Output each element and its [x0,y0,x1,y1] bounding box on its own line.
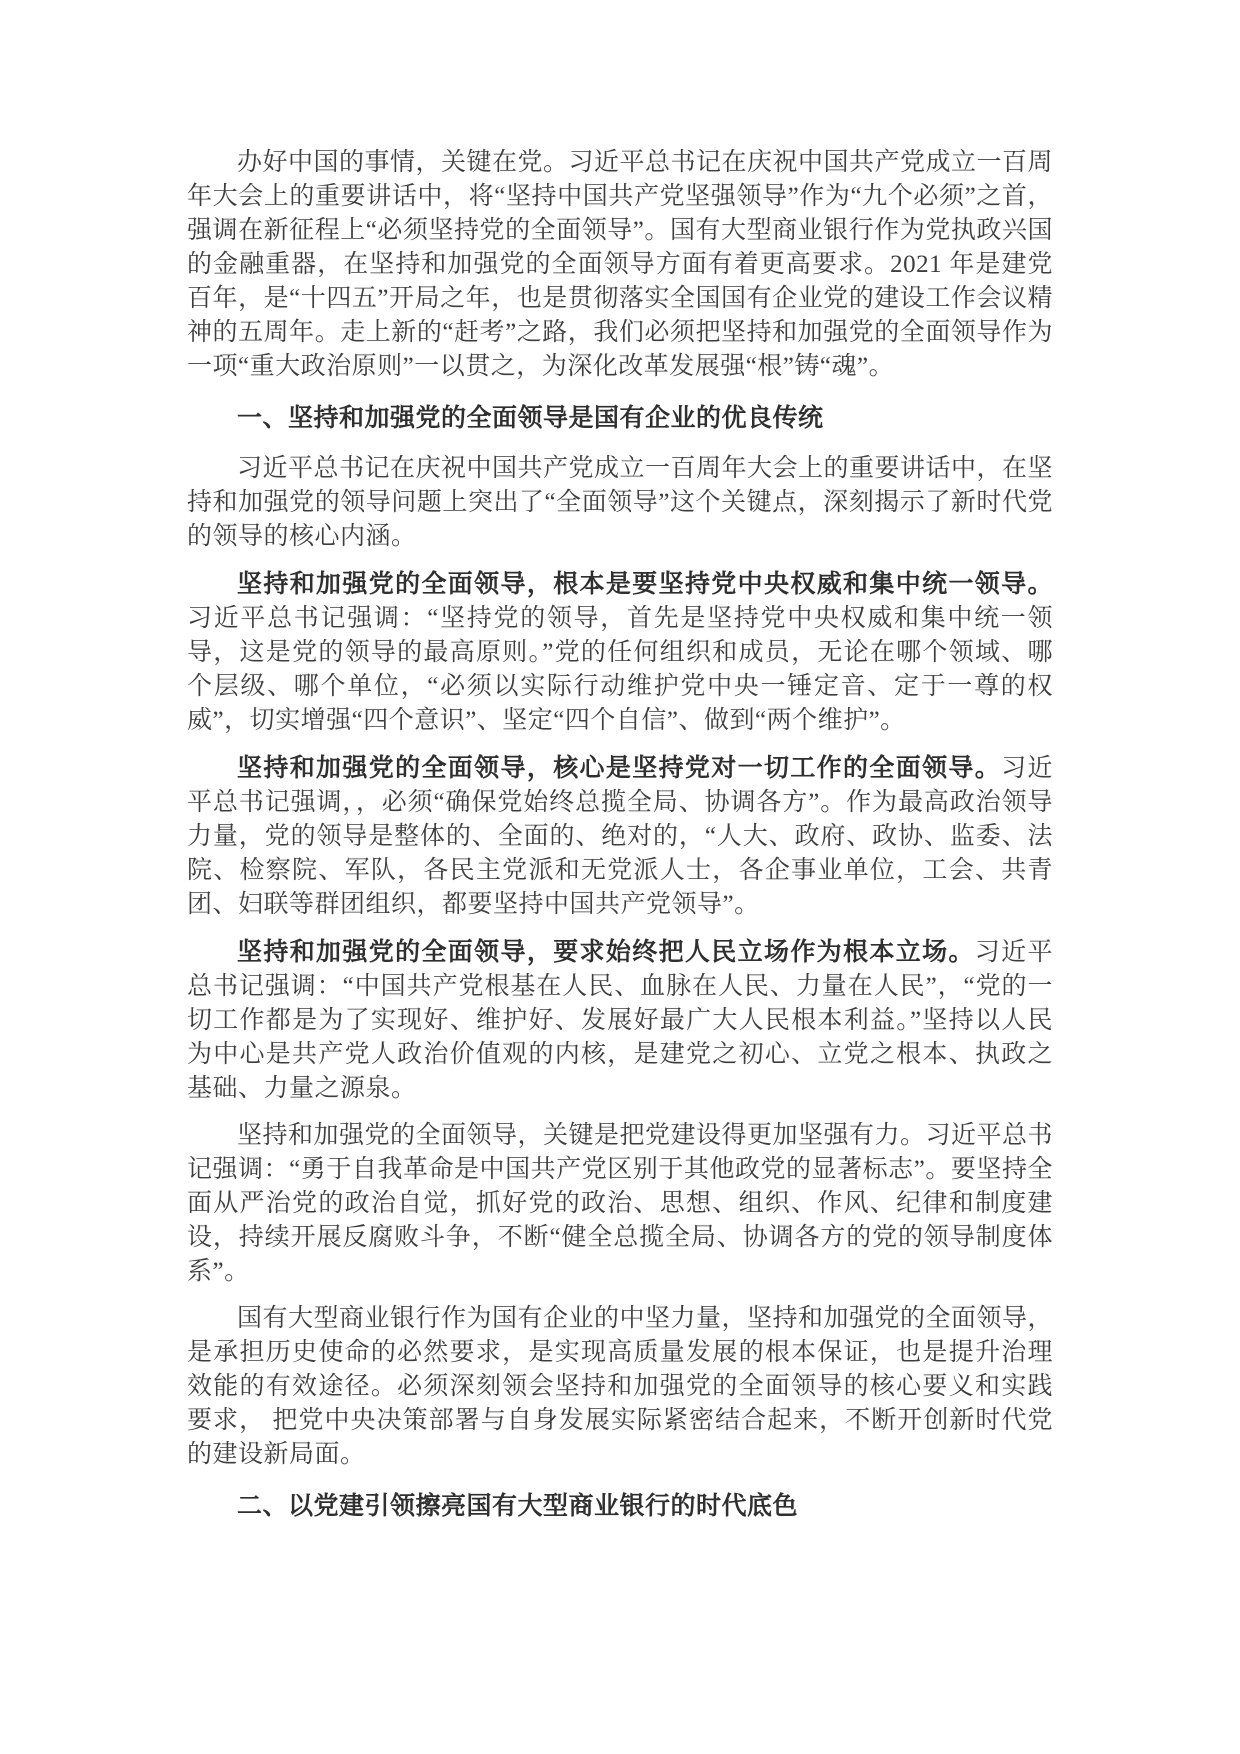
paragraph-text: 习近平总书记强调：“坚持党的领导，首先是坚持党中央权威和集中统一领导，这是党的领导的最高原则。”党的任何组织和成员，无论在哪个领域、哪个层级、哪个单位，“必须以实际行动维护党中央一锤定音、定于一尊的权威”，切实增强“四个意识”、坚定“四个自信”、做到“两个维护”。 [187,605,1053,734]
document-content [187,146,1053,1540]
paragraph-text: 办好中国的事情，关键在党。习近平总书记在庆祝中国共产党成立一百周年大会上的重要讲话中，将“坚持中国共产党坚强领导”作为“九个必须”之首，强调在新征程上“必须坚持党的全面领导”。国有大型商业银行作为党执政兴国的金融重器，在坚持和加强党的全面领导方面有着更高要求。2021 年是建党百年，是“十四五”开局之年，也是贯彻落实全国国有企业党的建设工作会议精神的五周年。走上新的“赶考”之路，我们必须把坚持和加强党的全面领导作为一项“重大政治原则”一以贯之，为深化改革发展强“根”铸“魂”。 [187,149,1054,380]
paragraph-text: 习近平总书记强调：“中国共产党根基在人民、血脉在人民、力量在人民”，“党的一切工作都是为了实现好、维护好、发展好最广大人民根本利益。”坚持以人民为中心是共产党人政治价值观的内核，是建党之初心、立党之根本、执政之基础、力量之源泉。 [187,939,1053,1102]
paragraph-text: 习近平总书记强调，，必须“确保党始终总揽全局、协调各方”。作为最高政治领导力量，党的领导是整体的、全面的、绝对的，“人大、政府、政协、监委、法院、检察院、军队，各民主党派和无党派人士，各企事业单位，工会、共青团、妇联等群团组织，都要坚持中国共产党领导”。 [187,755,1053,918]
paragraph-text: 习近平总书记在庆祝中国共产党成立一百周年大会上的重要讲话中，在坚持和加强党的领导问题上突出了“全面领导”这个关键点，深刻揭示了新时代党的领导的核心内涵。 [187,455,1054,550]
paragraph-text: 坚持和加强党的全面领导，关键是把党建设得更加坚强有力。习近平总书记强调：“勇于自我革命是中国共产党区别于其他政党的显著标志”。要坚持全面从严治党的政治自觉，抓好党的政治、思想、组织、作风、纪律和制度建设，持续开展反腐败斗争，不断“健全总揽全局、协调各方的党的领导制度体系”。 [187,1122,1054,1285]
body-paragraph [187,567,1053,738]
body-paragraph [187,935,1053,1106]
body-paragraph [187,146,1053,384]
section-heading-text: 一、坚持和加强党的全面领导是国有企业的优良传统 [237,404,824,432]
paragraph-bold-lead: 坚持和加强党的全面领导，要求始终把人民立场作为根本立场。 [237,938,975,966]
body-paragraph [187,1119,1053,1289]
body-paragraph [187,452,1053,554]
section-heading [187,401,1053,435]
body-paragraph [187,1302,1053,1472]
section-heading [187,1489,1053,1523]
paragraph-bold-lead: 坚持和加强党的全面领导，核心是坚持党对一切工作的全面领导。 [237,754,1002,782]
body-paragraph [187,751,1053,922]
paragraph-bold-lead: 坚持和加强党的全面领导，根本是要坚持党中央权威和集中统一领导。 [237,570,1053,598]
section-heading-text: 二、以党建引领擦亮国有大型商业银行的时代底色 [237,1492,799,1520]
paragraph-text: 国有大型商业银行作为国有企业的中坚力量，坚持和加强党的全面领导，是承担历史使命的必然要求，是实现高质量发展的根本保证，也是提升治理效能的有效途径。必须深刻领会坚持和加强党的全面领导的核心要义和实践要求， 把党中央决策部署与自身发展实际紧密结合起来，不断开创新时代党的建设新局面。 [187,1305,1054,1468]
